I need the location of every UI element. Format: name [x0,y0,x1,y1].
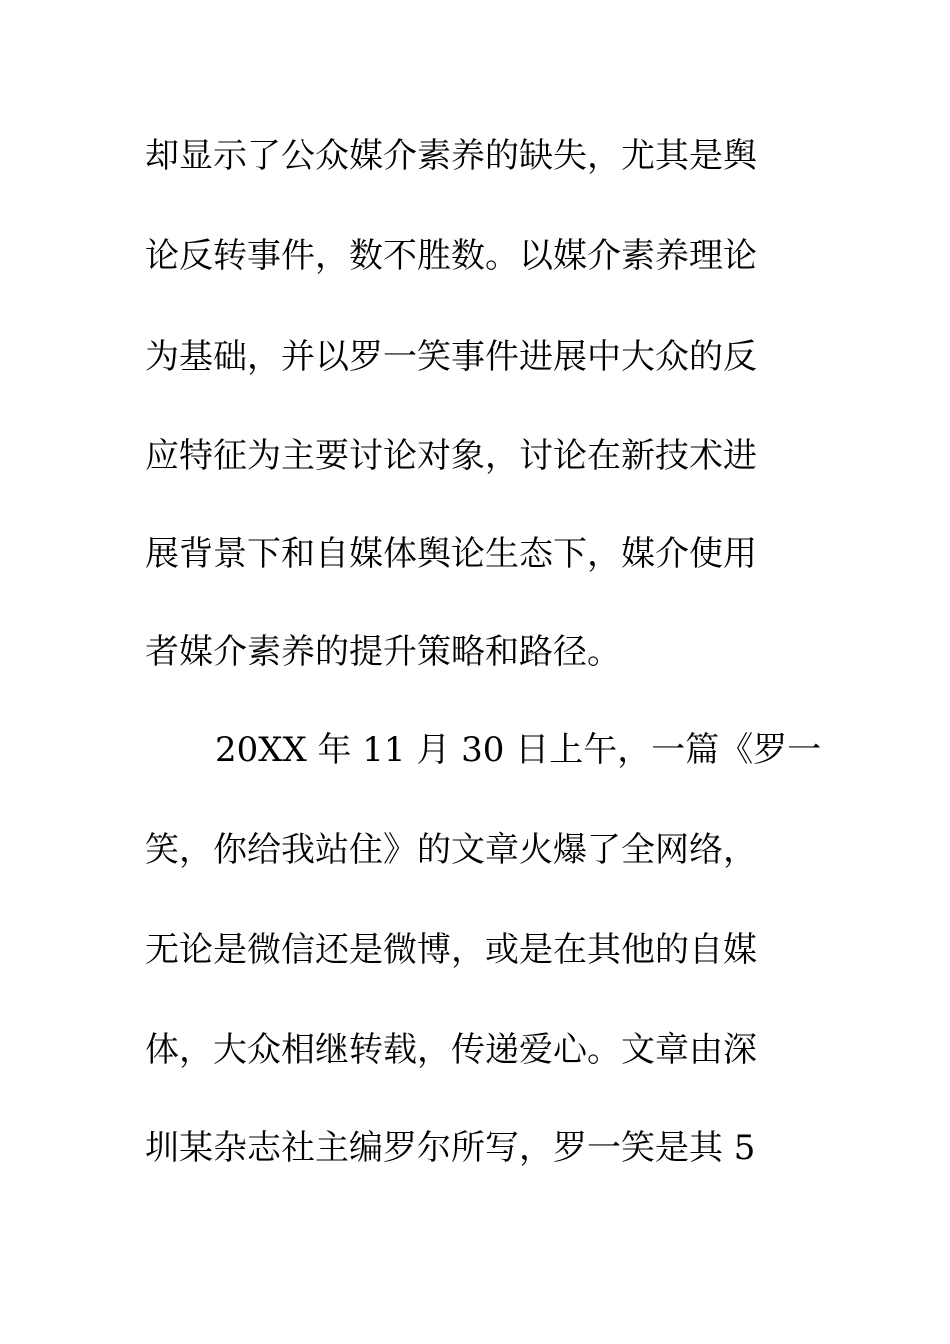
paragraph-first-line: 20XX 年 11 月 30 日上午，一篇《罗一 [215,730,822,770]
text-line: 为基础，并以罗一笑事件进展中大众的反 [145,337,757,377]
text-line: 却显示了公众媒介素养的缺失，尤其是舆 [145,136,757,176]
text-line: 圳某杂志社主编罗尔所写，罗一笑是其 5 [145,1128,756,1168]
text-line: 无论是微信还是微博，或是在其他的自媒 [145,930,757,970]
text-line: 展背景下和自媒体舆论生态下，媒介使用 [145,534,757,574]
text-line: 者媒介素养的提升策略和路径。 [145,632,621,672]
text-line: 笑，你给我站住》的文章火爆了全网络， [145,830,757,870]
text-line: 应特征为主要讨论对象，讨论在新技术进 [145,436,757,476]
text-line: 体，大众相继转载，传递爱心。文章由深 [145,1030,757,1070]
text-line: 论反转事件，数不胜数。以媒介素养理论 [145,236,757,276]
